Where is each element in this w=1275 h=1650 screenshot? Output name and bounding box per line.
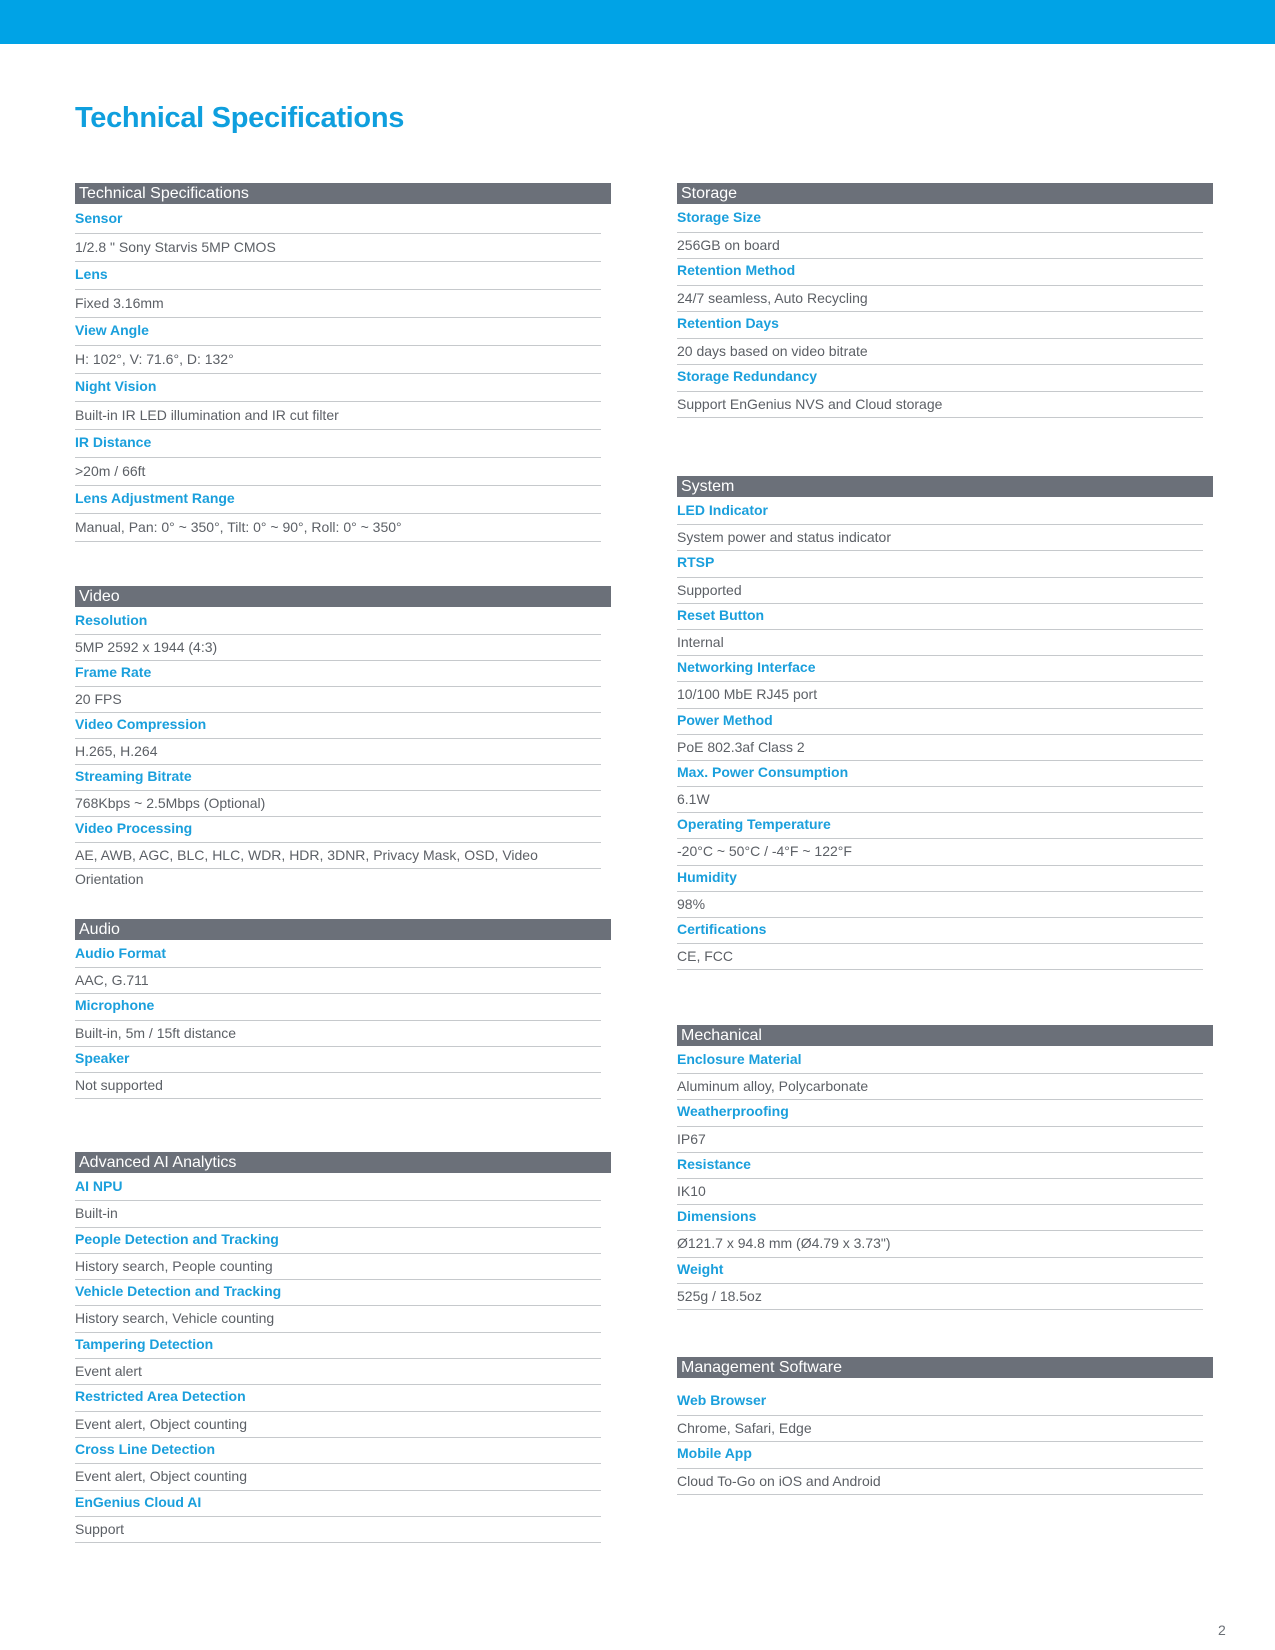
spec-label: RTSP <box>677 551 1203 577</box>
spec-value: Fixed 3.16mm <box>75 290 601 318</box>
spec-list <box>677 1389 1203 1495</box>
spec-label: Streaming Bitrate <box>75 765 601 791</box>
spec-list <box>75 1175 601 1543</box>
spec-value: Event alert, Object counting <box>75 1464 601 1490</box>
spec-label: Networking Interface <box>677 656 1203 682</box>
spec-label: Frame Rate <box>75 661 601 687</box>
spec-value: 525g / 18.5oz <box>677 1284 1203 1310</box>
section-system <box>677 476 1213 970</box>
spec-label: Lens <box>75 262 601 290</box>
spec-value: 1/2.8 " Sony Starvis 5MP CMOS <box>75 234 601 262</box>
section-header: System <box>677 476 1213 497</box>
spec-label: Retention Method <box>677 259 1203 286</box>
spec-label: Weight <box>677 1258 1203 1284</box>
spec-value: CE, FCC <box>677 944 1203 970</box>
section-header: Management Software <box>677 1357 1213 1378</box>
spec-value: Manual, Pan: 0° ~ 350°, Tilt: 0° ~ 90°, Roll: 0° ~ 350° <box>75 514 601 542</box>
spec-label: Video Compression <box>75 713 601 739</box>
spec-value: History search, Vehicle counting <box>75 1306 601 1332</box>
section-management-software <box>677 1357 1213 1495</box>
spec-label: Vehicle Detection and Tracking <box>75 1280 601 1306</box>
spec-value: Ø121.7 x 94.8 mm (Ø4.79 x 3.73") <box>677 1231 1203 1257</box>
spec-value: Cloud To-Go on iOS and Android <box>677 1469 1203 1496</box>
spec-value: H.265, H.264 <box>75 739 601 765</box>
spec-value: History search, People counting <box>75 1254 601 1280</box>
spec-label: Mobile App <box>677 1442 1203 1469</box>
spec-label: AI NPU <box>75 1175 601 1201</box>
spec-value: Supported <box>677 578 1203 604</box>
spec-label: Reset Button <box>677 604 1203 630</box>
spec-list <box>677 206 1203 418</box>
spec-label: Microphone <box>75 994 601 1020</box>
spec-label: Max. Power Consumption <box>677 761 1203 787</box>
spec-value: AE, AWB, AGC, BLC, HLC, WDR, HDR, 3DNR, Privacy Mask, OSD, Video Orientation <box>75 843 601 869</box>
spec-label: View Angle <box>75 318 601 346</box>
spec-label: Cross Line Detection <box>75 1438 601 1464</box>
spec-value: H: 102°, V: 71.6°, D: 132° <box>75 346 601 374</box>
spec-value: Support EnGenius NVS and Cloud storage <box>677 392 1203 419</box>
spec-value: IK10 <box>677 1179 1203 1205</box>
section-header: Storage <box>677 183 1213 204</box>
spec-label: Retention Days <box>677 312 1203 339</box>
spec-label: Resistance <box>677 1153 1203 1179</box>
spec-value: Chrome, Safari, Edge <box>677 1416 1203 1443</box>
spec-list <box>677 1048 1203 1310</box>
spec-label: Sensor <box>75 206 601 234</box>
section-audio <box>75 919 611 1099</box>
page-title: Technical Specifications <box>75 102 405 134</box>
spec-value: -20°C ~ 50°C / -4°F ~ 122°F <box>677 839 1203 865</box>
spec-label: Certifications <box>677 918 1203 944</box>
spec-value: 20 FPS <box>75 687 601 713</box>
spec-value: PoE 802.3af Class 2 <box>677 735 1203 761</box>
spec-label: Audio Format <box>75 942 601 968</box>
spec-value: Aluminum alloy, Polycarbonate <box>677 1074 1203 1100</box>
spec-label: Weatherproofing <box>677 1100 1203 1126</box>
spec-value: 20 days based on video bitrate <box>677 339 1203 366</box>
section-header: Video <box>75 586 611 607</box>
spec-value: AAC, G.711 <box>75 968 601 994</box>
spec-label: EnGenius Cloud AI <box>75 1491 601 1517</box>
spec-value: Not supported <box>75 1073 601 1099</box>
spec-value: 768Kbps ~ 2.5Mbps (Optional) <box>75 791 601 817</box>
section-header: Technical Specifications <box>75 183 611 204</box>
spec-label: IR Distance <box>75 430 601 458</box>
section-technical-specifications <box>75 183 611 542</box>
spec-value: Event alert, Object counting <box>75 1412 601 1438</box>
spec-label: People Detection and Tracking <box>75 1228 601 1254</box>
spec-value: Support <box>75 1517 601 1543</box>
page-number: 2 <box>1218 1622 1226 1638</box>
spec-value: Event alert <box>75 1359 601 1385</box>
top-accent-bar <box>0 0 1275 44</box>
section-header: Audio <box>75 919 611 940</box>
spec-list <box>75 206 601 542</box>
section-advanced-ai-analytics <box>75 1152 611 1543</box>
spec-label: Storage Redundancy <box>677 365 1203 392</box>
spec-label: LED Indicator <box>677 499 1203 525</box>
spec-label: Enclosure Material <box>677 1048 1203 1074</box>
spec-value: 6.1W <box>677 787 1203 813</box>
spec-value: Built-in <box>75 1201 601 1227</box>
spec-label: Night Vision <box>75 374 601 402</box>
spec-label: Video Processing <box>75 817 601 843</box>
spec-list <box>75 942 601 1099</box>
spec-list <box>75 609 601 887</box>
spec-value: Built-in, 5m / 15ft distance <box>75 1021 601 1047</box>
spec-label: Storage Size <box>677 206 1203 233</box>
section-header: Advanced AI Analytics <box>75 1152 611 1173</box>
spec-label: Lens Adjustment Range <box>75 486 601 514</box>
spec-label: Dimensions <box>677 1205 1203 1231</box>
spec-label: Humidity <box>677 866 1203 892</box>
section-header: Mechanical <box>677 1025 1213 1046</box>
spec-label: Speaker <box>75 1047 601 1073</box>
spec-value: 24/7 seamless, Auto Recycling <box>677 286 1203 313</box>
spec-value: 10/100 MbE RJ45 port <box>677 682 1203 708</box>
spec-value: 98% <box>677 892 1203 918</box>
spec-label: Power Method <box>677 709 1203 735</box>
spec-value: Internal <box>677 630 1203 656</box>
section-storage <box>677 183 1213 418</box>
spec-label: Tampering Detection <box>75 1333 601 1359</box>
spec-value: >20m / 66ft <box>75 458 601 486</box>
spec-list <box>677 499 1203 970</box>
section-mechanical <box>677 1025 1213 1310</box>
spec-value: System power and status indicator <box>677 525 1203 551</box>
spec-label: Resolution <box>75 609 601 635</box>
spec-value: IP67 <box>677 1127 1203 1153</box>
spec-label: Restricted Area Detection <box>75 1385 601 1411</box>
spec-value: Built-in IR LED illumination and IR cut filter <box>75 402 601 430</box>
spec-label: Operating Temperature <box>677 813 1203 839</box>
section-video <box>75 586 611 887</box>
spec-label: Web Browser <box>677 1389 1203 1416</box>
spec-value: 5MP 2592 x 1944 (4:3) <box>75 635 601 661</box>
spec-value: 256GB on board <box>677 233 1203 260</box>
